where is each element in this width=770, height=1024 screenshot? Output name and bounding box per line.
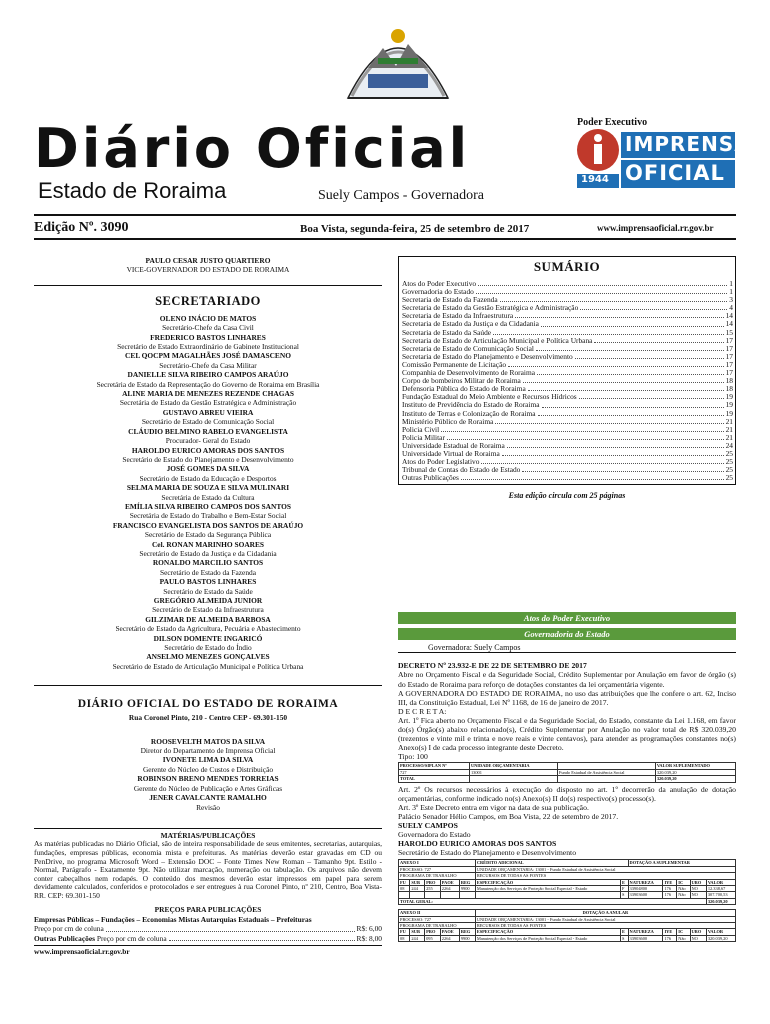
staff-name: ROBINSON BRENO MENDES TORREIAS bbox=[137, 774, 279, 784]
official-role: Secretária de Estado da Gestão Estratégica e Administração bbox=[119, 398, 297, 408]
table-cell: NO bbox=[690, 935, 706, 941]
toc-entry-label: Secretaria de Estado da Justiça e da Cidadania bbox=[402, 320, 539, 329]
table-cell: PAOE bbox=[440, 879, 459, 885]
toc-entry-page: 17 bbox=[725, 352, 733, 361]
toc-entry-page: 21 bbox=[725, 417, 733, 426]
toc-entry[interactable] bbox=[402, 312, 733, 320]
table-cell: IYE bbox=[663, 879, 677, 885]
toc-entry-label: Secretaria de Estado da Fazenda bbox=[402, 296, 498, 305]
toc-entry[interactable] bbox=[402, 442, 733, 450]
toc-entry[interactable] bbox=[402, 329, 733, 337]
table-cell: FU bbox=[399, 929, 410, 935]
table-cell: 176 bbox=[663, 885, 677, 891]
toc-entry-page: 17 bbox=[725, 344, 733, 353]
toc-entry[interactable] bbox=[402, 280, 733, 288]
toc-entry[interactable] bbox=[402, 345, 733, 353]
table-cell: 244 bbox=[410, 885, 425, 891]
toc-entry-page: 14 bbox=[725, 312, 733, 321]
precos-line-3-value: R$: 8,00 bbox=[356, 933, 382, 943]
toc-entry[interactable] bbox=[402, 426, 733, 434]
toc-entry-page: 18 bbox=[725, 377, 733, 386]
table-cell: Não bbox=[677, 892, 690, 898]
toc-entry-page: 1 bbox=[729, 280, 733, 288]
anexo-2-programa: PROGRAMA DE TRABALHO bbox=[399, 923, 476, 929]
official-name: RONALDO MARCILIO SANTOS bbox=[152, 558, 264, 568]
toc-entry-label: Instituto de Terras e Colonização de Roraima bbox=[402, 409, 536, 418]
table-cell: 255 bbox=[425, 885, 441, 891]
official-role: Secretário de Estado da Fazenda bbox=[159, 567, 257, 577]
anexo-2-title: ANEXO II bbox=[399, 910, 476, 916]
table-cell: E bbox=[620, 929, 628, 935]
official-role: Secretária de Estado do Trabalho e Bem-Estar Social bbox=[129, 511, 287, 521]
toc-entry-label: Secretaria de Estado de Comunicação Social bbox=[402, 344, 534, 353]
signature-2-role: Secretário de Estado do Planejamento e Desenvolvimento bbox=[398, 848, 577, 858]
art-3: Art. 3º Este Decreto entra em vigor na data de sua publicação. bbox=[398, 802, 589, 812]
table-cell: 727 bbox=[399, 769, 470, 775]
table-cell: S bbox=[620, 935, 628, 941]
decreta: D E C R E T A: bbox=[398, 706, 447, 716]
toc-entry[interactable] bbox=[402, 369, 733, 377]
official-name: OLENO INÁCIO DE MATOS bbox=[159, 313, 257, 323]
table-cell: 2264 bbox=[440, 885, 459, 891]
toc-entry-page: 21 bbox=[725, 425, 733, 434]
staff-name: JENER CAVALCANTE RAMALHO bbox=[149, 793, 267, 803]
decreto-governadora: A GOVERNADORA DO ESTADO DE RORAIMA, no uso das atribuições que lhe confere o art. 62, Inciso III, da Constituição Estadual, Lei Nº 1168, de 16 de janeiro de 2017. bbox=[398, 688, 736, 707]
toc-entry-page: 14 bbox=[725, 320, 733, 329]
table-cell: 320.039,20 bbox=[706, 935, 735, 941]
table-cell: IC bbox=[677, 879, 690, 885]
table-cell: F bbox=[620, 885, 628, 891]
table-cell: 095 bbox=[425, 935, 441, 941]
toc-entry-page: 19 bbox=[725, 409, 733, 418]
toc-entry-label: Universidade Estadual de Roraima bbox=[402, 441, 505, 450]
table-cell: VALOR bbox=[706, 879, 735, 885]
toc-entry-page: 4 bbox=[729, 304, 733, 313]
toc-entry-page: 19 bbox=[725, 393, 733, 402]
table-cell: 176 bbox=[663, 892, 677, 898]
precos-line-1: Empresas Públicas – Fundações – Economias Mistas Autarquias Estaduais – Prefeituras bbox=[34, 914, 312, 924]
table-cell: ESPECIFICAÇÃO bbox=[475, 879, 620, 885]
table-cell: SUB bbox=[410, 929, 425, 935]
table-cell bbox=[557, 776, 655, 782]
table-cell: 33904800 bbox=[628, 885, 663, 891]
toc-entry-page: 24 bbox=[725, 441, 733, 450]
official-name: HAROLDO EURICO AMORAS DOS SANTOS bbox=[131, 445, 285, 455]
table-cell: REG bbox=[459, 929, 475, 935]
toc-entry-page: 25 bbox=[725, 466, 733, 475]
toc-entry-page: 21 bbox=[725, 433, 733, 442]
table-cell: 12.338,67 bbox=[706, 885, 735, 891]
toc-entry[interactable] bbox=[402, 385, 733, 393]
staff-role: Gerente do Núcleo de Publicação e Artes Gráficas bbox=[133, 783, 283, 793]
toc-entry[interactable] bbox=[402, 474, 733, 482]
materias-text: As matérias publicadas no Diário Oficial, são de inteira responsabilidade de seus emitentes, secretarias, autarquias, fundações, empresas públicas, economia mista e prefeituras. As matérias deverão estar gravadas em CD ou PenDrive, no programa Microsoft Word – Extensão DOC – Fonte Times New Roman – Tamanho 9pt. Estilo - Normal, Parágrafo - Exatamente 9pt. Não utilizar marcação, numeração ou tabulação. Os arquivos não devem conter cabeçalhos nem rodapés. O conteúdo dos mesmos deverão estar impressos em papel para serem devidamente calculados, conferidos e protocolados e ser entregues à rua Coronel Pinto, nº 210, Centro, Boa Vista-RR. CEP: 69.301-150 bbox=[34, 839, 382, 900]
palacio-line: Palácio Senador Hélio Campos, em Boa Vista, 22 de setembro de 2017. bbox=[398, 811, 619, 821]
table-cell: 08 bbox=[399, 885, 410, 891]
poder-executivo-label: Poder Executivo bbox=[577, 117, 648, 128]
anexo-1-title: ANEXO I bbox=[399, 860, 476, 866]
toc-entry-label: Comissão Permanente de Licitação bbox=[402, 360, 507, 369]
toc-entry[interactable] bbox=[402, 361, 733, 369]
toc-entry-label: Secretaria de Estado da Gestão Estratégica e Administração bbox=[402, 304, 579, 313]
toc-entry[interactable] bbox=[402, 296, 733, 304]
imprensa-year: 1944 bbox=[581, 174, 609, 185]
precos-line-2-label: Preço por cm de coluna bbox=[34, 924, 104, 934]
official-name: FREDERICO BASTOS LINHARES bbox=[150, 332, 266, 342]
masthead-governor: Suely Campos - Governadora bbox=[318, 188, 485, 203]
table-cell: 176 bbox=[663, 935, 677, 941]
official-role: Secretário de Estado da Segurança Pública bbox=[144, 530, 272, 540]
toc-entry-label: Fundação Estadual do Meio Ambiente e Recursos Hídricos bbox=[402, 393, 577, 402]
official-role: Procurador- Geral do Estado bbox=[165, 436, 251, 446]
official-name: GILZIMAR DE ALMEIDA BARBOSA bbox=[145, 614, 271, 624]
official-role: Secretária de Estado da Representação do Governo de Roraima em Brasília bbox=[96, 379, 320, 389]
table-cell: NATUREZA bbox=[628, 929, 663, 935]
staff-role: Gerente do Núcleo de Custos e Distribuição bbox=[142, 764, 274, 774]
imprensa-oficial-logo bbox=[575, 128, 751, 190]
toc-entry-label: Secretaria de Estado da Saúde bbox=[402, 328, 492, 337]
toc-entry-page: 3 bbox=[729, 296, 733, 305]
staff-name: IVONETE LIMA DA SILVA bbox=[162, 755, 254, 765]
official-role: Secretário de Estado da Justiça e da Cidadania bbox=[139, 548, 277, 558]
anexo-1-total: 320.039,20 bbox=[706, 898, 735, 904]
section-bar-poder-executivo: Atos do Poder Executivo bbox=[398, 612, 736, 624]
toc-entry[interactable] bbox=[402, 450, 733, 458]
toc-entry-label: Outras Publicações bbox=[402, 474, 459, 483]
official-name: CEL QOCPM MAGALHÃES JOSÉ DAMASCENO bbox=[125, 351, 291, 361]
official-role: Secretário-Chefe da Casa Civil bbox=[162, 323, 254, 333]
table-cell: 9900 bbox=[459, 885, 475, 891]
toc-entry-label: Defensoria Pública do Estado de Roraima bbox=[402, 385, 526, 394]
vice-governor-name: PAULO CESAR JUSTO QUARTIERO bbox=[145, 256, 271, 265]
table-cell: 2264 bbox=[440, 935, 459, 941]
toc-entry[interactable] bbox=[402, 337, 733, 345]
official-name: FRANCISCO EVANGELISTA DOS SANTOS DE ARAÚJO bbox=[112, 520, 304, 530]
toc-entry[interactable] bbox=[402, 288, 733, 296]
official-name: PAULO BASTOS LINHARES bbox=[159, 577, 257, 587]
official-name: EMÍLIA SILVA RIBEIRO CAMPOS DOS SANTOS bbox=[125, 501, 291, 511]
table-cell: PAOE bbox=[440, 929, 459, 935]
official-name: GREGÓRIO ALMEIDA JUNIOR bbox=[153, 596, 263, 605]
precos-heading: PREÇOS PARA PUBLICAÇÕES bbox=[154, 905, 262, 915]
official-name: JOSÉ GOMES DA SILVA bbox=[166, 464, 250, 474]
toc-entry-label: Secretaria de Estado de Articulação Municipal e Política Urbana bbox=[402, 336, 593, 345]
toc-entry-page: 17 bbox=[725, 369, 733, 378]
official-name: GUSTAVO ABREU VIEIRA bbox=[162, 407, 254, 417]
toc-entry-label: Secretaria de Estado da Infraestrutura bbox=[402, 312, 514, 321]
toc-entry-page: 25 bbox=[725, 458, 733, 467]
toc-entry-page: 17 bbox=[725, 336, 733, 345]
toc-entry-page: 18 bbox=[725, 385, 733, 394]
sumario-heading: SUMÁRIO bbox=[533, 259, 601, 274]
official-name: SELMA MARIA DE SOUZA E SILVA MULINARI bbox=[126, 483, 290, 493]
toc-entry-label: Universidade Virtual de Roraima bbox=[402, 449, 500, 458]
masthead-state: Estado de Roraima bbox=[38, 178, 227, 203]
toc-entry-page: 1 bbox=[729, 288, 733, 297]
edition-site: www.imprensaoficial.rr.gov.br bbox=[597, 223, 714, 233]
table-cell: S bbox=[620, 892, 628, 898]
edition-pages-note: Esta edição circula com 25 páginas bbox=[508, 491, 626, 501]
diario-address: Rua Coronel Pinto, 210 - Centro CEP - 69.301-150 bbox=[128, 713, 288, 723]
tipo: Tipo: 100 bbox=[398, 752, 428, 762]
table-cell: UNIDADE ORÇAMENTARIA bbox=[469, 763, 557, 769]
toc-entry-page: 25 bbox=[725, 449, 733, 458]
official-role: Secretário de Estado da Saúde bbox=[163, 586, 253, 596]
table-cell: SUB bbox=[410, 879, 425, 885]
masthead-rule-top bbox=[34, 214, 736, 216]
official-name: CLÁUDIO BELMINO RABELO EVANGELISTA bbox=[128, 426, 288, 436]
official-role: Secretária de Estado da Cultura bbox=[161, 492, 255, 502]
toc-entry[interactable] bbox=[402, 393, 733, 401]
toc-entry[interactable] bbox=[402, 377, 733, 385]
precos-line-2 bbox=[34, 924, 382, 933]
anexo-2-processo: PROCESSO: 727 bbox=[399, 916, 476, 922]
toc-entry-label: Secretaria de Estado do Planejamento e Desenvolvimento bbox=[402, 352, 573, 361]
toc-entry[interactable] bbox=[402, 418, 733, 426]
masthead-rule-bottom bbox=[34, 238, 736, 240]
toc-entry[interactable] bbox=[402, 401, 733, 409]
toc-entry-label: Corpo de bombeiros Militar de Roraima bbox=[402, 377, 521, 386]
toc-entry-label: Tribunal de Contas do Estado de Estado bbox=[402, 466, 521, 475]
anexo-2-table bbox=[398, 909, 736, 942]
table-cell: VALOR bbox=[706, 929, 735, 935]
precos-line-3 bbox=[34, 934, 382, 943]
secretariado-heading: SECRETARIADO bbox=[155, 293, 261, 308]
anexo-1-unidade: UNIDADE ORÇAMENTARIA: 13001 - Fundo Estadual de Assistência Social bbox=[475, 866, 735, 872]
signature-1-name: SUELY CAMPOS bbox=[398, 820, 458, 830]
imprensa-word: IMPRENSA bbox=[625, 132, 751, 156]
table-cell: 33903600 bbox=[628, 935, 663, 941]
anexo-2-dotacao: DOTAÇÃO A ANULAR bbox=[475, 910, 735, 916]
anexo-1-table bbox=[398, 859, 736, 905]
toc-entry-page: 17 bbox=[725, 360, 733, 369]
official-name: DILSON DOMENTE INGARICÓ bbox=[153, 633, 263, 643]
table-cell: 08 bbox=[399, 935, 410, 941]
toc-entry-label: Policia Civil bbox=[402, 425, 440, 434]
official-role: Secretário-Chefe da Casa Militar bbox=[159, 360, 257, 370]
edition-number: Edição Nº. 3090 bbox=[34, 220, 129, 235]
table-cell: 320.039,20 bbox=[655, 776, 735, 782]
oficial-word: OFICIAL bbox=[625, 161, 725, 185]
toc-entry-label: Ministério Público de Roraima bbox=[402, 417, 494, 426]
footer-site: www.imprensaoficial.rr.gov.br bbox=[34, 947, 130, 957]
official-role: Secretário de Estado da Educação e Desportos bbox=[139, 473, 277, 483]
toc-entry[interactable] bbox=[402, 434, 733, 442]
decreto-title: DECRETO Nº 23.932-E DE 22 DE SETEMBRO DE 2017 bbox=[398, 661, 587, 671]
staff-list bbox=[34, 737, 382, 812]
table-cell: FU bbox=[399, 879, 410, 885]
toc-entry[interactable] bbox=[402, 410, 733, 418]
section-bar-governadoria: Governadoria do Estado bbox=[398, 628, 736, 640]
right-column bbox=[398, 256, 736, 942]
signature-2-name: HAROLDO EURICO AMORAS DOS SANTOS bbox=[398, 839, 557, 849]
table-cell: 244 bbox=[410, 935, 425, 941]
official-name: ALINE MARIA DE MENEZES REZENDE CHAGAS bbox=[122, 389, 294, 399]
official-role: Secretário de Estado do Índio bbox=[164, 643, 252, 653]
officials-list bbox=[34, 314, 382, 671]
precos-line-3-label: Outras Publicações bbox=[34, 933, 95, 943]
governadora-line: Governadora: Suely Campos bbox=[398, 643, 736, 653]
toc-entry[interactable] bbox=[402, 304, 733, 312]
art-2: Art. 2º Os recursos necessários à execução do disposto no art. 1º decorrerão da anulação de dotação orçamentárias, conforme indicado no(s) Anexo(s) II do(s) respectivo(s) processo(s). bbox=[398, 784, 736, 803]
diario-oficial-heading: DIÁRIO OFICIAL DO ESTADO DE RORAIMA bbox=[77, 698, 339, 711]
table-cell: PRO bbox=[425, 929, 441, 935]
table-cell: ESPECIFICAÇÃO bbox=[475, 929, 620, 935]
toc-entry-page: 25 bbox=[725, 474, 733, 483]
table-cell: Manutenção dos Serviços de Proteção Social Especial - Estado bbox=[475, 935, 620, 941]
toc-entry-page: 19 bbox=[725, 401, 733, 410]
official-name: ANSELMO MENEZES GONÇALVES bbox=[146, 652, 270, 662]
toc-entry[interactable] bbox=[402, 458, 733, 466]
toc-entry[interactable] bbox=[402, 353, 733, 361]
anexo-2-recursos: RECURSOS DE TODAS AS FONTES bbox=[475, 923, 735, 929]
anexo-1-total-label: TOTAL GERAL: bbox=[399, 898, 707, 904]
official-role: Secretário de Estado de Articulação Municipal e Política Urbana bbox=[112, 661, 304, 671]
table-cell: TOTAL bbox=[399, 776, 470, 782]
edition-dateline: Boa Vista, segunda-feira, 25 de setembro de 2017 bbox=[300, 223, 530, 235]
table-cell: 13001 bbox=[469, 769, 557, 775]
decreto-abre: Abre no Orçamento Fiscal e da Seguridade Social, Crédito Suplementar por Anulação em favor de órgão (s) do Estado de Roraima para reforço de dotações constantes da lei orçamentária vigente. bbox=[398, 670, 736, 689]
table-cell: Não bbox=[677, 935, 690, 941]
toc-entry-label: Policia Militar bbox=[402, 433, 445, 442]
materias-heading: MATÉRIAS/PUBLICAÇÕES bbox=[160, 830, 256, 840]
left-column bbox=[34, 256, 382, 957]
anexo-1-processo: PROCESSO: 727 bbox=[399, 866, 476, 872]
table-cell: REG bbox=[459, 879, 475, 885]
toc-entry-label: Governadoria do Estado bbox=[402, 288, 474, 297]
anexo-2-unidade: UNIDADE ORÇAMENTARIA: 13001 - Fundo Estadual de Assistência Social bbox=[475, 916, 735, 922]
anexo-1-recursos: RECURSOS DE TODAS AS FONTES bbox=[475, 873, 735, 879]
table-cell: 307.700,53 bbox=[706, 892, 735, 898]
staff-role: Diretor do Departamento de Imprensa Oficial bbox=[140, 746, 276, 756]
toc-entry-label: Instituto de Previdência do Estado de Roraima bbox=[402, 401, 540, 410]
toc-entry-page: 15 bbox=[725, 328, 733, 337]
toc-entry[interactable] bbox=[402, 466, 733, 474]
staff-name: ROOSEVELTH MATOS DA SILVA bbox=[150, 736, 266, 746]
table-cell: NATUREZA bbox=[628, 879, 663, 885]
staff-role: Revisão bbox=[196, 802, 220, 812]
anexo-1-dotacao: DOTAÇÃO A SUPLEMENTAR bbox=[628, 860, 735, 866]
masthead-title: Diário Oficial bbox=[34, 117, 471, 180]
table-cell: E bbox=[620, 879, 628, 885]
official-role: Secretário de Estado do Planejamento e Desenvolvimento bbox=[122, 454, 294, 464]
table-cell: Manutenção dos Serviços de Proteção Social Especial - Estado bbox=[475, 885, 620, 891]
table-cell: 9900 bbox=[459, 935, 475, 941]
toc-entry-label: Companhia de Desenvolvimento de Roraima bbox=[402, 369, 535, 378]
table-cell: IYE bbox=[663, 929, 677, 935]
table-cell: NO bbox=[690, 892, 706, 898]
table-cell: 33903600 bbox=[628, 892, 663, 898]
toc-entry[interactable] bbox=[402, 320, 733, 328]
toc-entry-label: Atos do Poder Legislativo bbox=[402, 458, 480, 467]
precos-line-2-value: R$: 6,00 bbox=[356, 924, 382, 934]
table-cell: URO bbox=[690, 929, 706, 935]
official-role: Secretário de Estado Extraordinário de Gabinete Institucional bbox=[117, 342, 299, 352]
official-role: Secretário de Estado da Infraestrutura bbox=[152, 605, 264, 615]
official-role: Secretário de Estado da Agricultura, Pecuária e Abastecimento bbox=[115, 624, 301, 634]
precos-line-3-rest: Preço por cm de coluna bbox=[94, 933, 167, 943]
official-name: DANIELLE SILVA RIBEIRO CAMPOS ARAÚJO bbox=[127, 370, 289, 380]
anexo-1-programa: PROGRAMA DE TRABALHO bbox=[399, 873, 476, 879]
table-of-contents bbox=[399, 280, 735, 484]
table-cell: PRO bbox=[425, 879, 441, 885]
official-role: Secretário de Estado de Comunicação Social bbox=[141, 417, 275, 427]
anexo-1-credito: CRÉDITO ADICIONAL bbox=[475, 860, 628, 866]
table-cell: Fundo Estadual de Assistência Social bbox=[557, 769, 655, 775]
table-cell: NO bbox=[690, 885, 706, 891]
table-cell: URO bbox=[690, 879, 706, 885]
table-cell: IC bbox=[677, 929, 690, 935]
toc-entry-label: Atos do Poder Executivo bbox=[402, 280, 477, 288]
sumario-box bbox=[398, 256, 736, 485]
signature-1-role: Governadora do Estado bbox=[398, 830, 471, 840]
art-1: Art. 1º Fica aberto no Orçamento Fiscal e da Seguridade Social, do Estado, constante da Lei 1.168, em favor do(s) Órgão(s) abaixo relacionado(s), Crédito Suplementar por Anulação no valor total de R$ 320.039,20 (trezentos e vinte mil e trinta e nove reais e vinte centavos), para atender as programações constantes no(s) Anexo(s) I de cada processo integrante deste Decreto. bbox=[398, 715, 736, 753]
processo-table bbox=[398, 762, 736, 782]
table-cell: Não bbox=[677, 885, 690, 891]
table-cell: 320.039,20 bbox=[655, 769, 735, 775]
official-name: Cel. RONAN MARINHO SOARES bbox=[151, 539, 265, 549]
state-crest bbox=[338, 8, 458, 104]
table-cell bbox=[469, 776, 557, 782]
vice-governor-title: VICE-GOVERNADOR DO ESTADO DE RORAIMA bbox=[126, 265, 290, 275]
table-cell: PROCESSO/SIPLAN Nº bbox=[399, 763, 470, 769]
table-cell: VALOR SUPLEMENTADO bbox=[655, 763, 735, 769]
